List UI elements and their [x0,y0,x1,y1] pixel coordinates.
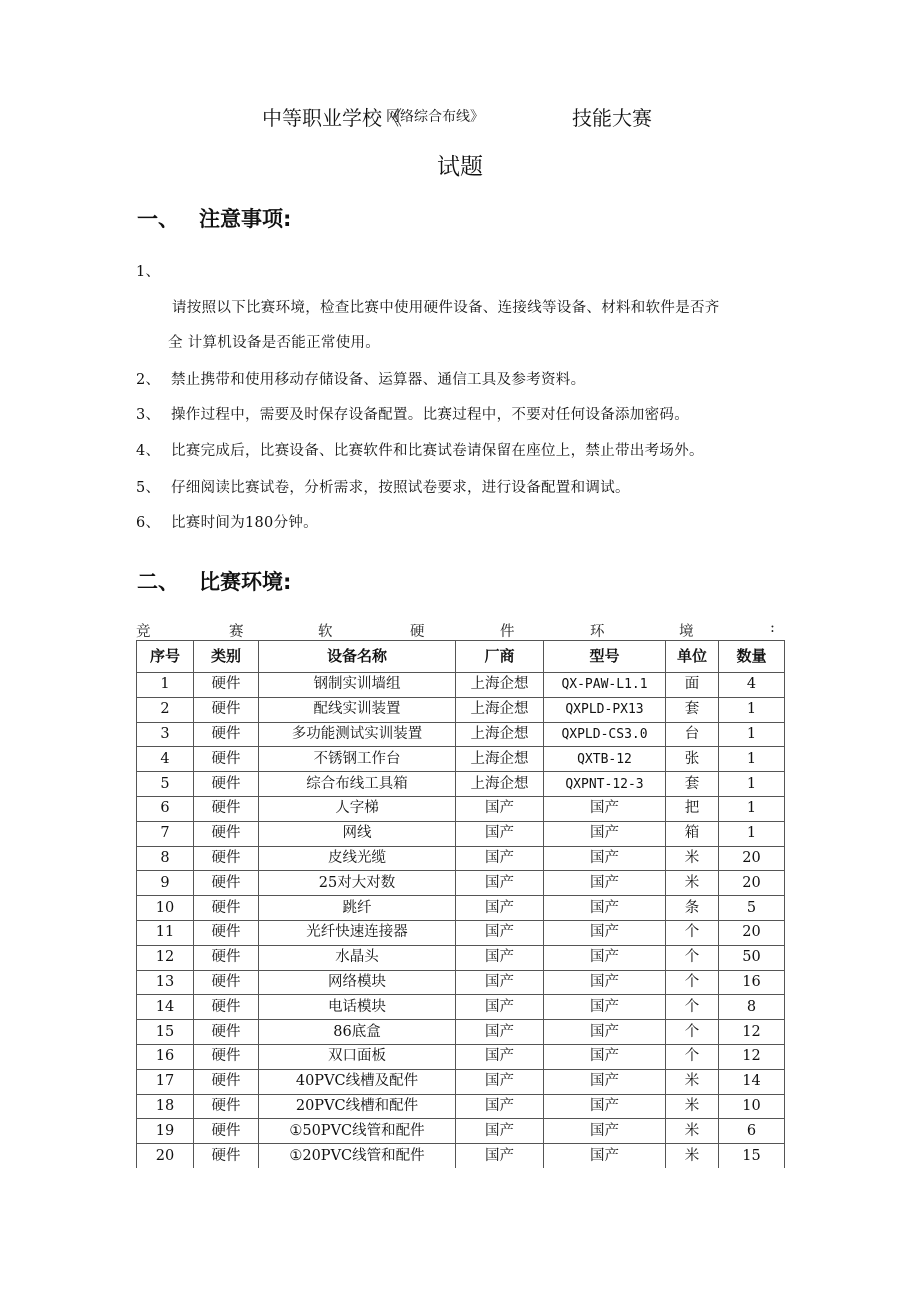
cell-quantity: 1 [719,796,785,821]
cell-vendor: 上海企想 [456,722,544,747]
section-heading-environment [137,566,291,596]
table-row [137,1119,785,1144]
equipment-table [136,640,785,1168]
title-main: 中等职业学校《 [262,106,402,130]
table-row [137,945,785,970]
section-heading-notes [137,203,291,233]
list-item-text: 请按照以下比赛环境，检查比赛中使用硬件设备、连接线等设备、材料和软件是否齐 [172,300,720,316]
cell-index: 12 [137,945,194,970]
cell-category: 硬件 [194,673,259,698]
cell-quantity: 16 [719,970,785,995]
caption-char: 赛 [229,624,244,640]
cell-vendor: 国产 [456,1094,544,1119]
cell-unit: 张 [666,747,719,772]
cell-category: 硬件 [194,796,259,821]
cell-vendor: 上海企想 [456,772,544,797]
cell-quantity: 1 [719,772,785,797]
cell-unit: 台 [666,722,719,747]
cell-category: 硬件 [194,920,259,945]
cell-quantity: 6 [719,1119,785,1144]
cell-category: 硬件 [194,970,259,995]
cell-quantity: 5 [719,896,785,921]
table-row [137,846,785,871]
table-row [137,697,785,722]
cell-quantity: 1 [719,747,785,772]
cell-model: 国产 [544,846,666,871]
cell-vendor: 国产 [456,1020,544,1045]
cell-quantity: 1 [719,697,785,722]
cell-model: QXPLD-PX13 [544,697,666,722]
cell-index: 10 [137,896,194,921]
cell-unit: 面 [666,673,719,698]
title-competition: 技能大赛 [572,106,652,130]
cell-model: 国产 [544,796,666,821]
cell-category: 硬件 [194,1119,259,1144]
cell-unit: 米 [666,1119,719,1144]
cell-quantity: 20 [719,871,785,896]
cell-device-name: ①50PVC线管和配件 [259,1119,456,1144]
table-row [137,673,785,698]
cell-device-name: 双口面板 [259,1044,456,1069]
cell-unit: 个 [666,1044,719,1069]
cell-device-name: 光纤快速连接器 [259,920,456,945]
cell-quantity: 1 [719,821,785,846]
cell-index: 15 [137,1020,194,1045]
cell-index: 17 [137,1069,194,1094]
cell-vendor: 国产 [456,846,544,871]
cell-device-name: 钢制实训墙组 [259,673,456,698]
table-row [137,1069,785,1094]
list-item-text: 比赛完成后，比赛设备、比赛软件和比赛试卷请保留在座位上，禁止带出考场外。 [171,443,704,459]
table-row [137,970,785,995]
table-row [137,871,785,896]
cell-device-name: 不锈钢工作台 [259,747,456,772]
cell-model: 国产 [544,1020,666,1045]
list-item-number: 5、 [136,480,161,496]
cell-vendor: 国产 [456,945,544,970]
cell-quantity: 10 [719,1094,785,1119]
cell-unit: 个 [666,920,719,945]
list-item-text: 比赛时间为180分钟。 [171,515,318,531]
list-item-number: 3、 [136,407,161,423]
cell-vendor: 国产 [456,871,544,896]
cell-index: 13 [137,970,194,995]
cell-index: 18 [137,1094,194,1119]
cell-model: QXTB-12 [544,747,666,772]
cell-model: 国产 [544,821,666,846]
header-quantity: 数量 [719,641,785,673]
cell-unit: 套 [666,772,719,797]
cell-category: 硬件 [194,697,259,722]
cell-device-name: 电话模块 [259,995,456,1020]
cell-model: 国产 [544,970,666,995]
cell-unit: 米 [666,1069,719,1094]
cell-device-name: 网线 [259,821,456,846]
cell-model: 国产 [544,920,666,945]
cell-model: 国产 [544,1144,666,1168]
cell-vendor: 国产 [456,970,544,995]
cell-unit: 米 [666,1094,719,1119]
cell-quantity: 8 [719,995,785,1020]
section-title: 比赛环境: [199,570,292,594]
cell-model: QXPLD-CS3.0 [544,722,666,747]
cell-category: 硬件 [194,772,259,797]
cell-index: 16 [137,1044,194,1069]
cell-category: 硬件 [194,1144,259,1168]
cell-index: 19 [137,1119,194,1144]
header-model: 型号 [544,641,666,673]
cell-vendor: 国产 [456,920,544,945]
header-index: 序号 [137,641,194,673]
cell-model: 国产 [544,1119,666,1144]
section-number: 一、 [137,207,179,231]
cell-vendor: 国产 [456,1044,544,1069]
cell-vendor: 国产 [456,995,544,1020]
cell-quantity: 12 [719,1020,785,1045]
cell-device-name: ①20PVC线管和配件 [259,1144,456,1168]
cell-unit: 个 [666,970,719,995]
cell-vendor: 上海企想 [456,747,544,772]
cell-model: QX-PAW-L1.1 [544,673,666,698]
caption-char: 境 [679,624,694,640]
cell-model: 国产 [544,1069,666,1094]
cell-category: 硬件 [194,747,259,772]
list-item-text: 禁止携带和使用移动存储设备、运算器、通信工具及参考资料。 [171,372,586,388]
caption-char: : [770,620,776,636]
cell-unit: 个 [666,1020,719,1045]
cell-unit: 套 [666,697,719,722]
cell-unit: 个 [666,995,719,1020]
cell-model: 国产 [544,945,666,970]
header-unit: 单位 [666,641,719,673]
cell-device-name: 人字梯 [259,796,456,821]
section-title: 注意事项: [199,207,292,231]
header-category: 类别 [194,641,259,673]
caption-char: 竞 [136,624,151,640]
cell-category: 硬件 [194,896,259,921]
cell-model: QXPNT-12-3 [544,772,666,797]
cell-unit: 个 [666,945,719,970]
cell-index: 3 [137,722,194,747]
cell-category: 硬件 [194,945,259,970]
table-body [137,673,785,1168]
cell-index: 6 [137,796,194,821]
cell-device-name: 跳纤 [259,896,456,921]
cell-index: 5 [137,772,194,797]
cell-category: 硬件 [194,821,259,846]
cell-unit: 条 [666,896,719,921]
section-number: 二、 [137,570,179,594]
list-item-number: 4、 [136,443,161,459]
cell-vendor: 上海企想 [456,697,544,722]
table-header-row [137,641,785,673]
table-row [137,920,785,945]
cell-quantity: 50 [719,945,785,970]
cell-device-name: 配线实训装置 [259,697,456,722]
list-item-text: 操作过程中，需要及时保存设备配置。比赛过程中，不要对任何设备添加密码。 [171,407,689,423]
cell-category: 硬件 [194,1094,259,1119]
table-row [137,1044,785,1069]
cell-index: 11 [137,920,194,945]
cell-vendor: 国产 [456,1144,544,1168]
list-item-number: 1、 [136,264,161,280]
cell-index: 7 [137,821,194,846]
table-row [137,772,785,797]
cell-unit: 米 [666,846,719,871]
cell-vendor: 国产 [456,1119,544,1144]
cell-category: 硬件 [194,722,259,747]
cell-vendor: 国产 [456,796,544,821]
caption-char: 件 [500,624,515,640]
cell-category: 硬件 [194,995,259,1020]
table-row [137,796,785,821]
cell-device-name: 86底盒 [259,1020,456,1045]
caption-char: 环 [590,624,605,640]
cell-unit: 米 [666,1144,719,1168]
cell-quantity: 15 [719,1144,785,1168]
cell-vendor: 上海企想 [456,673,544,698]
cell-quantity: 20 [719,846,785,871]
table-row [137,722,785,747]
table-row [137,1144,785,1168]
cell-vendor: 国产 [456,1069,544,1094]
cell-model: 国产 [544,1044,666,1069]
table-row [137,747,785,772]
cell-device-name: 40PVC线槽及配件 [259,1069,456,1094]
cell-category: 硬件 [194,1044,259,1069]
list-item-number: 2、 [136,372,161,388]
cell-index: 4 [137,747,194,772]
caption-char: 软 [318,624,333,640]
table-row [137,995,785,1020]
cell-model: 国产 [544,896,666,921]
cell-unit: 米 [666,871,719,896]
list-item-number: 6、 [136,515,161,531]
cell-unit: 箱 [666,821,719,846]
cell-device-name: 网络模块 [259,970,456,995]
cell-index: 20 [137,1144,194,1168]
cell-quantity: 14 [719,1069,785,1094]
table-row [137,821,785,846]
cell-model: 国产 [544,871,666,896]
title-course: 网络综合布线》 [386,109,484,125]
cell-category: 硬件 [194,846,259,871]
cell-model: 国产 [544,995,666,1020]
caption-char: 硬 [410,624,425,640]
cell-quantity: 4 [719,673,785,698]
document-subtitle: 试题 [437,154,483,180]
cell-category: 硬件 [194,1069,259,1094]
cell-category: 硬件 [194,871,259,896]
cell-vendor: 国产 [456,821,544,846]
list-item-text: 仔细阅读比赛试卷，分析需求，按照试卷要求，进行设备配置和调试。 [171,480,630,496]
cell-quantity: 20 [719,920,785,945]
cell-device-name: 综合布线工具箱 [259,772,456,797]
cell-index: 8 [137,846,194,871]
cell-index: 14 [137,995,194,1020]
cell-device-name: 20PVC线槽和配件 [259,1094,456,1119]
cell-category: 硬件 [194,1020,259,1045]
table-row [137,1094,785,1119]
header-device-name: 设备名称 [259,641,456,673]
cell-device-name: 25对大对数 [259,871,456,896]
cell-quantity: 12 [719,1044,785,1069]
list-item-text: 全 计算机设备是否能正常使用。 [168,335,381,351]
cell-quantity: 1 [719,722,785,747]
cell-index: 1 [137,673,194,698]
table-row [137,896,785,921]
cell-device-name: 水晶头 [259,945,456,970]
cell-index: 2 [137,697,194,722]
cell-device-name: 多功能测试实训装置 [259,722,456,747]
cell-device-name: 皮线光缆 [259,846,456,871]
table-row [137,1020,785,1045]
cell-model: 国产 [544,1094,666,1119]
cell-vendor: 国产 [456,896,544,921]
header-vendor: 厂商 [456,641,544,673]
cell-index: 9 [137,871,194,896]
cell-unit: 把 [666,796,719,821]
